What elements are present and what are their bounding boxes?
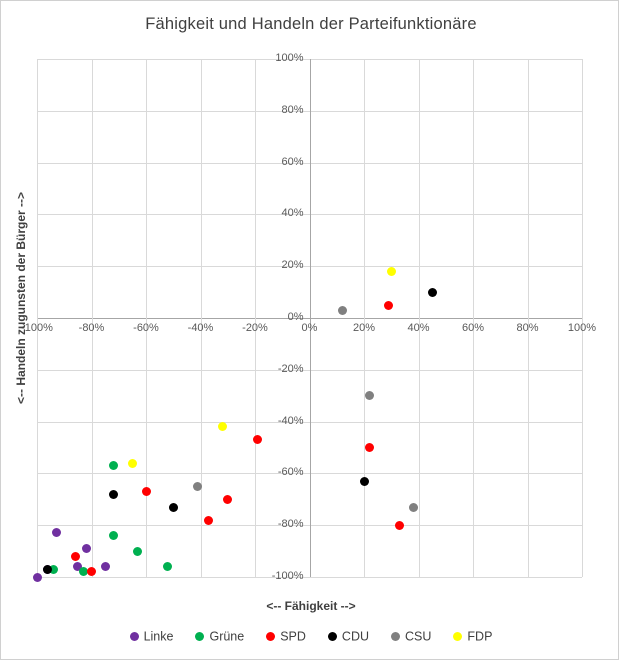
chart-title: Fähigkeit und Handeln der Parteifunktionäre	[145, 15, 477, 33]
gridline-vertical	[92, 59, 93, 577]
data-point	[109, 461, 118, 470]
legend-label: CDU	[341, 629, 370, 644]
data-point	[365, 391, 374, 400]
data-point	[163, 562, 172, 571]
legend-item[interactable]	[266, 629, 306, 644]
data-point	[365, 443, 374, 452]
y-axis-tick-label: 0%	[287, 311, 304, 323]
legend-item[interactable]	[453, 629, 492, 644]
y-axis-tick-label: 60%	[281, 155, 304, 168]
data-point	[387, 267, 396, 276]
legend-marker-icon	[328, 632, 337, 641]
legend-label: Grüne	[209, 629, 245, 644]
x-axis-tick-label: 80%	[516, 322, 539, 334]
gridline-vertical	[473, 59, 474, 577]
gridline-vertical	[528, 59, 529, 577]
legend-label: SPD	[280, 629, 306, 644]
data-point	[223, 495, 232, 504]
legend-marker-icon	[195, 632, 204, 641]
data-point	[395, 521, 404, 530]
y-axis-tick-label: -80%	[277, 518, 304, 531]
x-axis-tick-label: 100%	[567, 322, 597, 334]
data-point	[428, 288, 437, 297]
data-point	[338, 306, 347, 315]
x-axis-tick-label: -40%	[187, 322, 214, 334]
data-point	[133, 547, 142, 556]
y-axis-tick-label: -40%	[277, 414, 304, 427]
legend-marker-icon	[453, 632, 462, 641]
y-axis-tick-label: 20%	[281, 259, 304, 272]
gridline-vertical	[255, 59, 256, 577]
data-point	[204, 516, 213, 525]
y-axis-tick-label: 80%	[281, 103, 304, 116]
x-axis-tick-label: 40%	[407, 322, 430, 334]
x-axis-tick-label: -100%	[21, 322, 53, 334]
legend-marker-icon	[130, 632, 139, 641]
y-axis-tick-label: 40%	[281, 207, 304, 220]
x-axis-tick-label: 0%	[301, 322, 318, 334]
gridline-vertical	[146, 59, 147, 577]
x-axis-tick-label: 60%	[461, 322, 485, 334]
y-axis-title: <-- Handeln zugunsten der Bürger -->	[14, 192, 28, 405]
gridline-vertical	[419, 59, 420, 577]
legend-label: CSU	[405, 629, 432, 644]
data-point	[218, 422, 227, 431]
data-point	[101, 562, 110, 571]
legend-label: FDP	[467, 629, 493, 644]
data-point	[52, 528, 61, 537]
data-point	[142, 487, 151, 496]
gridline-vertical	[37, 59, 38, 577]
legend-item[interactable]	[130, 629, 174, 644]
legend-marker-icon	[266, 632, 275, 641]
legend-item[interactable]	[391, 629, 431, 644]
legend-item[interactable]	[328, 629, 369, 644]
data-point	[409, 503, 418, 512]
legend-item[interactable]	[195, 629, 244, 644]
data-point	[87, 567, 96, 576]
gridline-vertical	[364, 59, 365, 577]
data-point	[253, 435, 262, 444]
data-point	[109, 490, 118, 499]
x-axis-title: <-- Fähigkeit -->	[266, 599, 356, 613]
x-axis-tick-label: 20%	[352, 322, 376, 334]
y-axis-tick-label: -100%	[271, 570, 304, 582]
data-point	[71, 552, 80, 561]
y-axis-tick-label: -20%	[277, 362, 304, 375]
chart-legend	[1, 629, 620, 644]
legend-label: Linke	[143, 629, 174, 644]
data-point	[82, 544, 91, 553]
y-axis-line	[310, 59, 311, 577]
legend-marker-icon	[391, 632, 400, 641]
data-point	[360, 477, 369, 486]
data-point	[384, 301, 393, 310]
data-point	[33, 573, 42, 582]
data-point	[169, 503, 178, 512]
data-point	[109, 531, 118, 540]
y-axis-tick-label: 100%	[275, 52, 304, 64]
gridline-horizontal	[37, 577, 582, 578]
gridline-vertical	[201, 59, 202, 577]
gridline-vertical	[582, 59, 583, 577]
x-axis-tick-label: -80%	[78, 322, 105, 334]
data-point	[128, 459, 137, 468]
x-axis-tick-label: -60%	[133, 322, 159, 334]
x-axis-tick-label: -20%	[242, 322, 268, 334]
y-axis-tick-label: -60%	[277, 466, 304, 479]
